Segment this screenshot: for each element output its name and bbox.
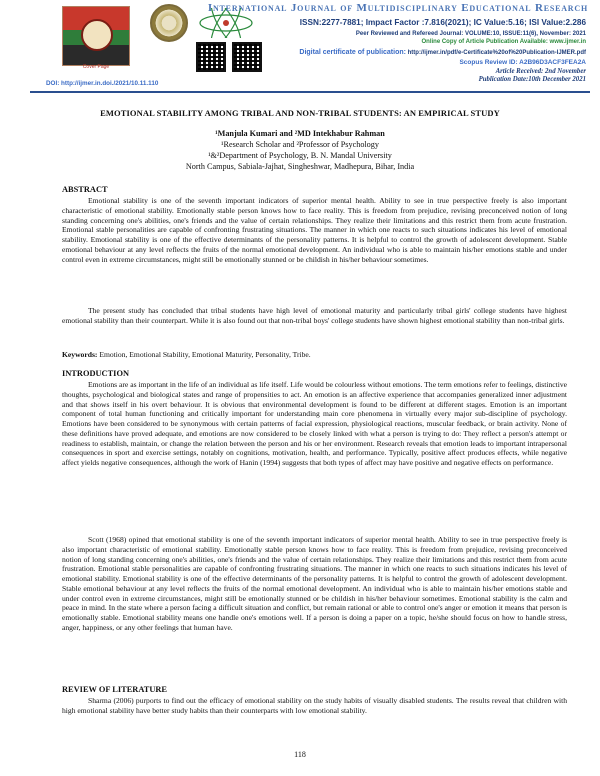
page-number: 118 bbox=[294, 750, 306, 759]
doi-link[interactable]: DOI: http://ijmer.in.doi./2021/10.11.110 bbox=[46, 80, 159, 87]
abstract-paragraph: The present study has concluded that tribal students have high level of emotional maturity and particularly tribal girls' college students have highest emotional stability than their counterpart. While it is also found out that non-tribal boys' college students have shown highest emotional stability than non-tribal girls. bbox=[62, 306, 567, 325]
keywords bbox=[62, 350, 567, 359]
article-title: EMOTIONAL STABILITY AMONG TRIBAL AND NON-TRIBAL STUDENTS: AN EMPIRICAL STUDY bbox=[100, 108, 500, 118]
review-paragraph: Sharma (2006) purports to find out the efficacy of emotional stability on the study habits of visually disabled students. The results reveal that children with high emotional stability have better study habits than their counterparts with low emotional stability. bbox=[62, 696, 567, 715]
received-date: Article Received: 2nd November bbox=[495, 68, 586, 75]
online-copy-link[interactable]: Online Copy of Article Publication Available: www.ijmer.in bbox=[421, 39, 586, 45]
introduction-heading: INTRODUCTION bbox=[62, 369, 130, 378]
introduction-paragraph: Scott (1968) opined that emotional stability is one of the seventh important indicators of superior mental health. Ability to see in true perspective freely is also important characteristic of emotional stability. Emotionally stable person knows how to face reality. This is freedom from prejudice, revising preconceived notion of long standing concerning one's abilities, one's friends and the value of certain relationships. They realize their limitations and this restrict them from acute frustration. Emotional stable personalities are capable of confronting frustrating situations. The manner in which one reacts to such situations indicates his level of emotional stability. Emotional stability is one of the effective determinants of the personality patterns. It is helpful to control the growth of adolescent development. Stable emotional behaviour at any level reflects the fruits of the normal emotional development. An individual who is able to maintain his/her emotions stable and under control even in extreme circumstances, might still be emotionally stunned or be childish in his/her behaviour sometimes. Emotional stability is the calm and peace in mind. In the state where a person facing a difficult situation and conflict, but remain rational or able to control one's anger or emotion it means that person is emotionally stable. Emotional stability means one handle one's emotions well. If a person is doing a paper on a topic, he/she should focus on how to handle stress, anger, happiness, or any other feelings that human have. bbox=[62, 535, 567, 632]
qr-code-icon bbox=[196, 42, 226, 72]
certificate-url[interactable]: http://ijmer.in/pdf/e-Certificate%20of%20Publication-IJMER.pdf bbox=[407, 50, 586, 56]
author-names: ¹Manjula Kumari and ²MD Intekhabur Rahman bbox=[215, 129, 385, 138]
cover-caption: Cover Page bbox=[82, 64, 110, 70]
journal-title: International Journal of Multidisciplinary Educational Research bbox=[207, 2, 588, 14]
certificate-line bbox=[299, 49, 586, 56]
keywords-label: Keywords: bbox=[62, 350, 98, 359]
header-divider bbox=[30, 91, 590, 93]
author-roles: ¹Research Scholar and ²Professor of Psychology bbox=[221, 140, 379, 149]
journal-cover-logo bbox=[62, 6, 130, 66]
introduction-paragraph: Emotions are as important in the life of an individual as life itself. Life would be colourless without emotions. The term emotions refer to feelings, distinctive thoughts, psychological and biological states and range of propensities to act. An emotion is an affective experience that accompanies generalized inner adjustment and that shows itself in his overt behaviour. It is obvious that environmental development is found to be different at different stages. Emotion is an important component of total human functioning and critically important for understanding main core phenomena in virtually every major sub-discipline of psychology. Emotions have been considered to be synonymous with certain patterns of facial expression, physiological reactions, muscular feedback, or brain activity. None of these definitions have proved adequate, and emotions are now considered to be closely linked with what a person is trying to do: They reflect a person's attempt or readiness to establish, maintain, or change the relation between the person and his or her environment. Research reveals that emotion leads to important intrapersonal consequences in sport and exercise settings, notably on cognitions, motivation, health, and performance. Typically, positive affect produces effects, while negative affect yields negative consequences, although the work of Hanin (1994) suggests that both types of affect may have positive and negative effects on performance. bbox=[62, 380, 567, 467]
abstract-paragraph: Emotional stability is one of the seventh important indicators of superior mental health. Ability to see in true perspective freely is also important characteristic of emotional stability. Emotionally stable person knows how to face reality. This is freedom from prejudice, revising preconceived notion of long standing concerning one's abilities, one's friends and the value of certain relationships. They realize their limitations and this restrict them from acute frustration. Emotional stable personalities are capable of confronting frustrating situations. The manner in which one reacts to such situations indicates his level of emotional stability. Emotional stability is one of the effective determinants of the personality patterns. It is helpful to control the growth of adolescent development. Stable emotional behaviour at any level reflects the fruits of the normal emotional development. An individual who is able to maintain his/her emotions stable and under control even in extreme circumstances, might still be emotionally stunned or be childish in his/her behaviour sometimes. bbox=[62, 196, 567, 264]
review-heading: REVIEW OF LITERATURE bbox=[62, 685, 168, 694]
keywords-text: Emotion, Emotional Stability, Emotional Maturity, Personality, Tribe. bbox=[97, 350, 311, 359]
issn-line: ISSN:2277-7881; Impact Factor :7.816(2021); IC Value:5.16; ISI Value:2.286 bbox=[299, 18, 586, 27]
abstract-heading: ABSTRACT bbox=[62, 185, 108, 194]
certificate-label: Digital certificate of publication: bbox=[299, 49, 406, 56]
university-seal-icon bbox=[150, 4, 188, 42]
peer-reviewed-line: Peer Reviewed and Refereed Journal: VOLUME:10, ISSUE:11(6), November: 2021 bbox=[355, 31, 586, 37]
scopus-review-id: Scopus Review ID: A2B96D3ACF3FEA2A bbox=[459, 59, 586, 66]
author-department: ¹&²Department of Psychology, B. N. Mandal University bbox=[208, 151, 392, 160]
publication-date: Publication Date:10th December 2021 bbox=[478, 76, 586, 83]
author-address: North Campus, Sabiala-Jajhat, Singheshwar, Madhepura, Bihar, India bbox=[185, 162, 415, 171]
qr-code-icon bbox=[232, 42, 262, 72]
